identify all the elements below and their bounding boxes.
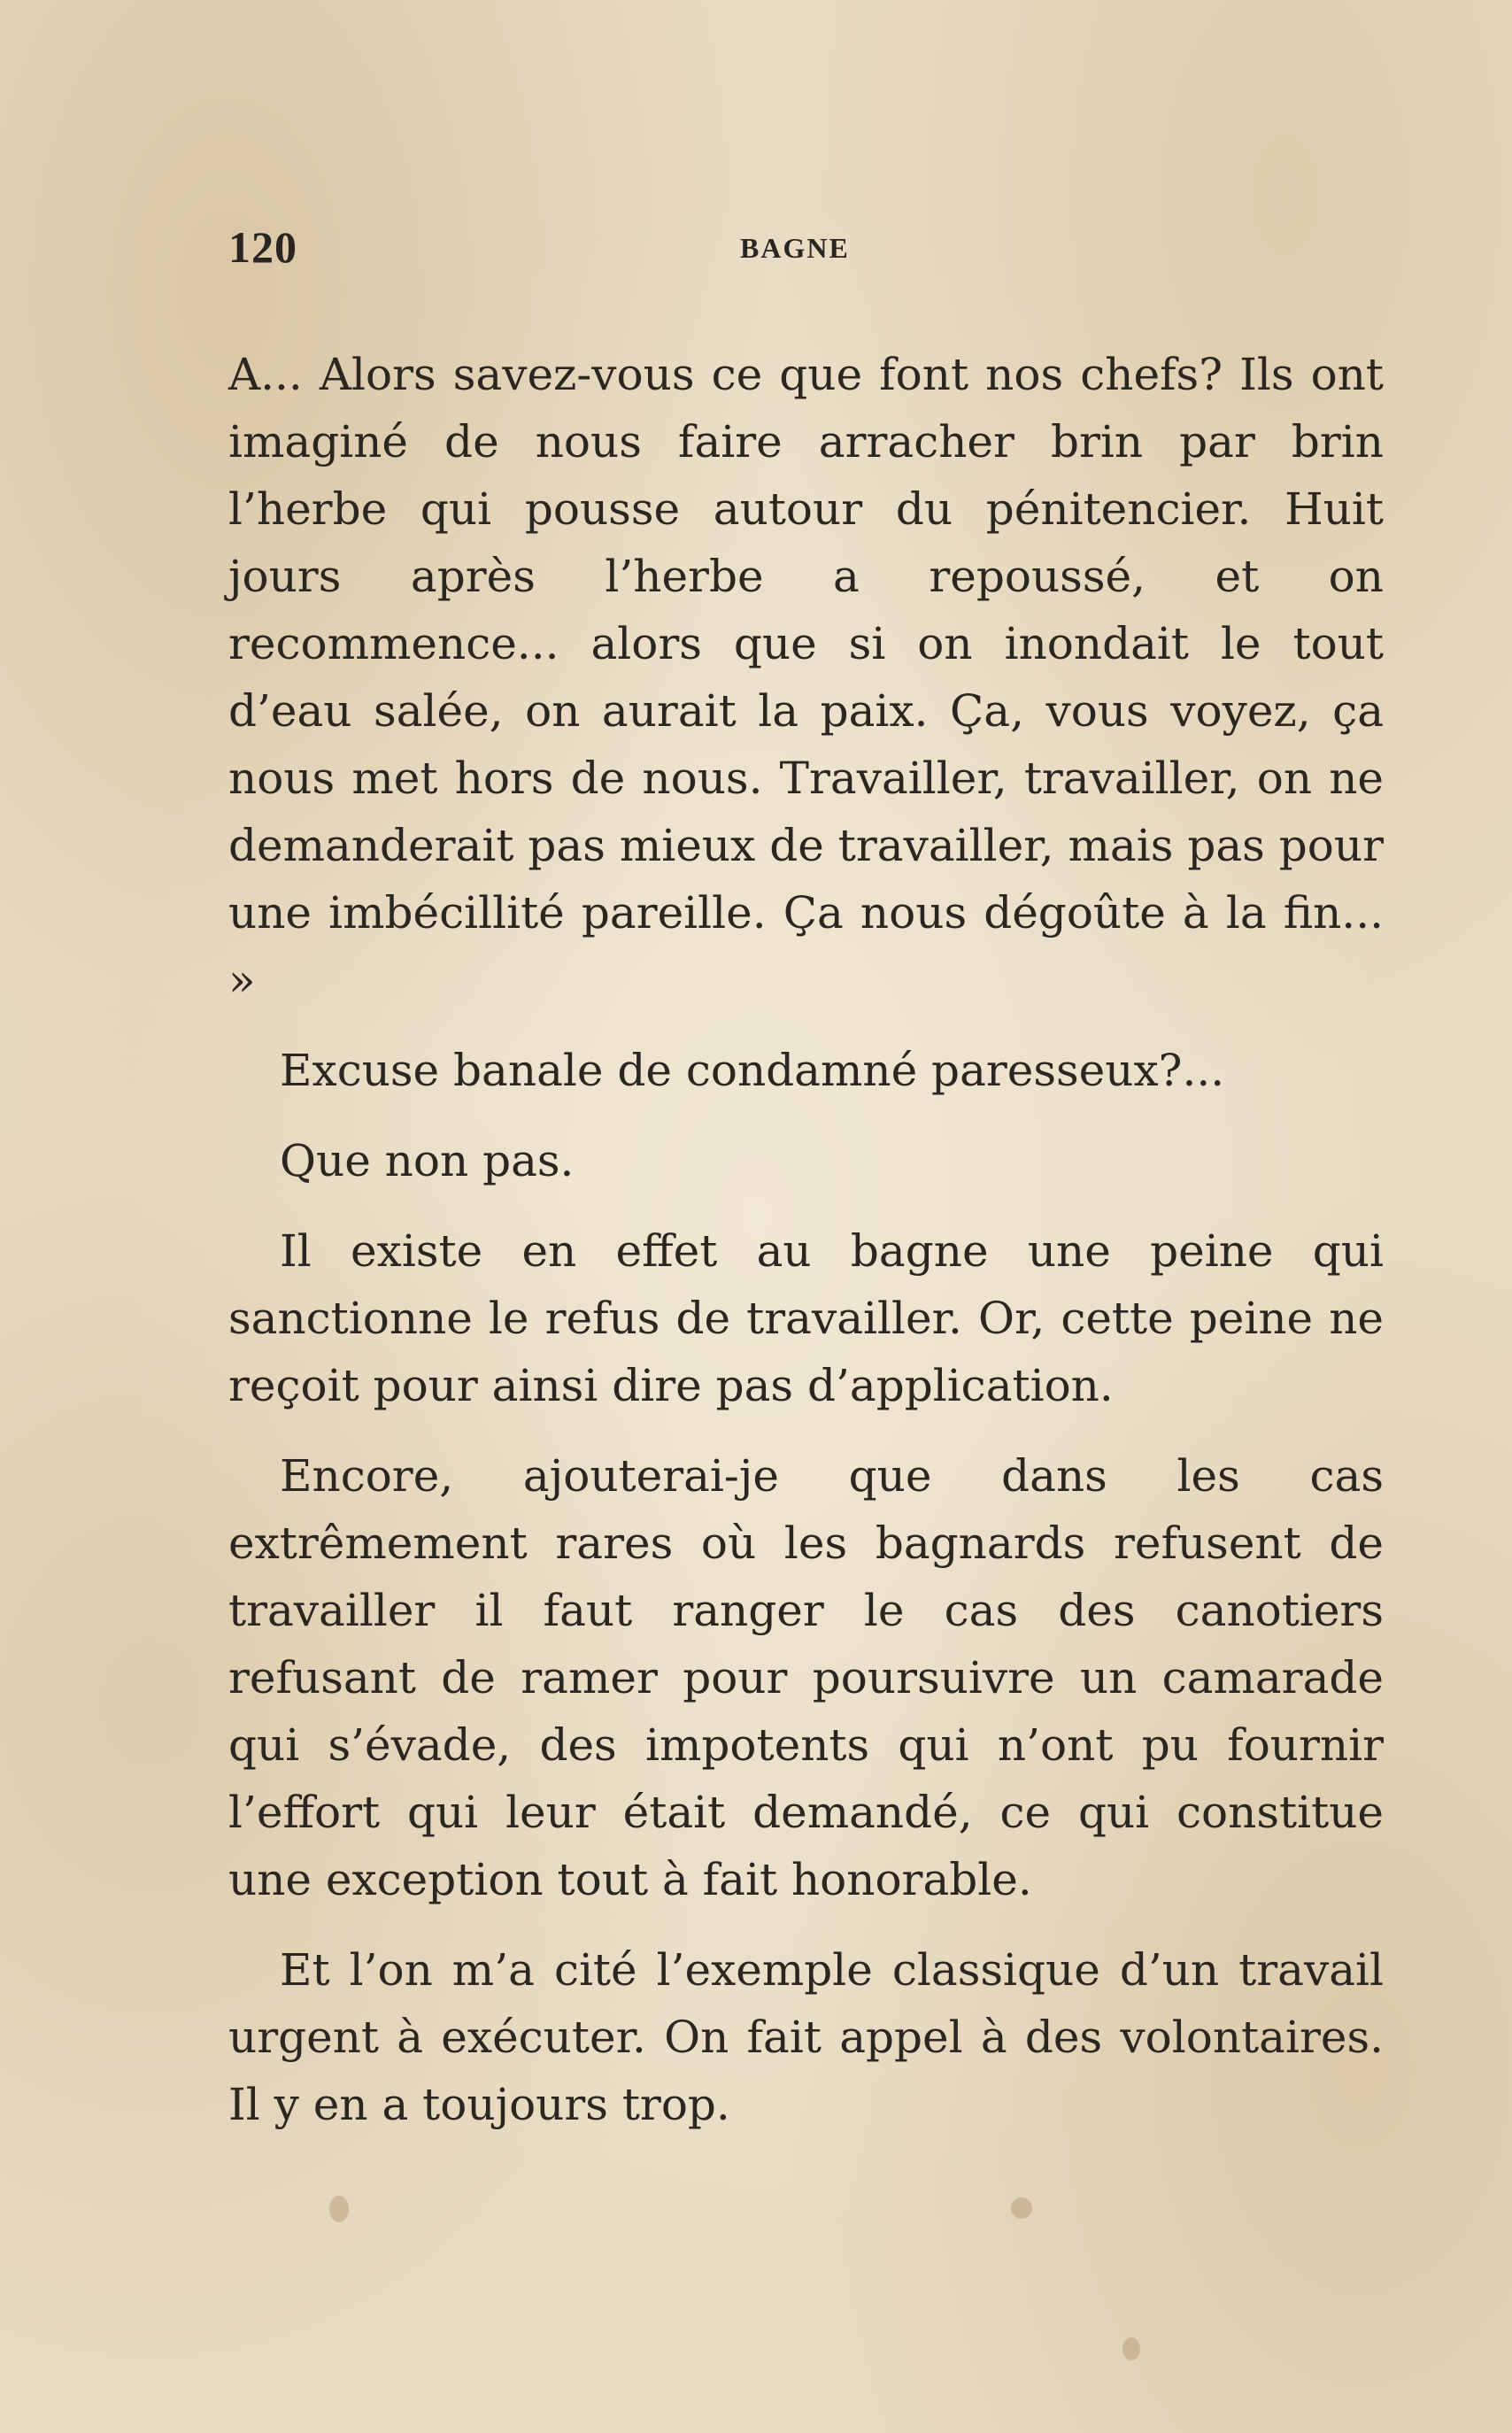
- paragraph-exceptions: Encore, ajouterai-je que dans les cas extrêmement rares où les bagnards refusent de travailler il faut ranger le cas des canotiers refusant de ramer pour poursuivre un camarade qui s’évade, des impotents qui n’ont pu fournir l’effort qui leur était demandé, ce qui constitue une exception tout à fait honorable.: [228, 1450, 1384, 1905]
- page-number: 120: [228, 222, 297, 272]
- body-text: [228, 341, 1384, 2138]
- running-head: [228, 221, 1379, 283]
- paragraph-penalty: Il existe en effet au bagne une peine qui sanctionne le refus de travailler. Or, cette peine ne reçoit pour ainsi dire pas d’application.: [228, 1225, 1384, 1411]
- paragraph-question: Excuse banale de condamné paresseux?...: [280, 1045, 1225, 1096]
- paper-stain: [329, 2196, 349, 2222]
- running-title: BAGNE: [740, 232, 850, 264]
- paragraph-answer: Que non pas.: [280, 1135, 575, 1186]
- paper-stain: [1122, 2337, 1140, 2360]
- paper-stain: [1011, 2197, 1032, 2219]
- paragraph-quote-end: A... Alors savez-vous ce que font nos chefs? Ils ont imaginé de nous faire arracher brin par brin l’herbe qui pousse autour du pénitencier. Huit jours après l’herbe a repoussé, et on recommence... alors que si on inondait le tout d’eau salée, on aurait la paix. Ça, vous voyez, ça nous met hors de nous. Travailler, travailler, on ne demanderait pas mieux de travailler, mais pas pour une imbécillité pareille. Ça nous dégoûte à la fin... »: [228, 349, 1384, 1006]
- paragraph-example: Et l’on m’a cité l’exemple classique d’un travail urgent à exécuter. On fait appel à des volontaires. Il y en a toujours trop.: [228, 1944, 1384, 2130]
